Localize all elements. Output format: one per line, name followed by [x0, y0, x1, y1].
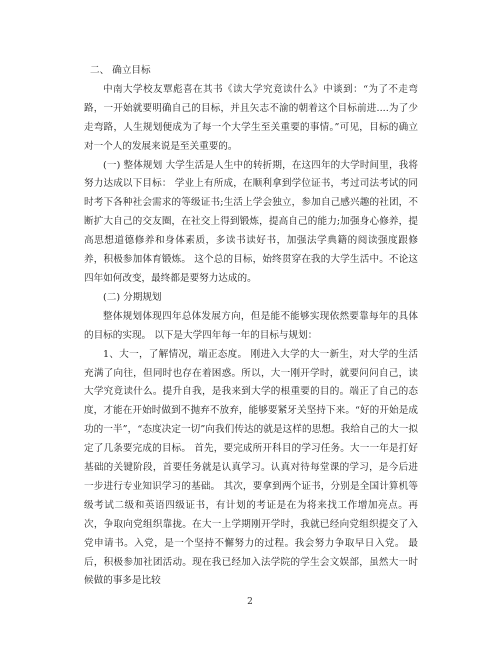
paragraph-phased-intro: 整体规划体现四年总体发展方向，但是能不能够实现依然要靠每年的具体的目标的实现。 以下是大学四年每一年的目标与规划： [84, 310, 418, 341]
document-body [84, 62, 418, 591]
paragraph-intro: 中南大学校友覃彪喜在其书《读大学究竟读什么》中谈到：“为了不走弯路，一开始就要明确自己的目标，并且矢志不渝的朝着这个目标前进....为了少走弯路，人生规划便成为了每一个大学生至关重要的事情。”可见，目标的确立对一个人的发展来说是至关重要的。 [84, 83, 418, 152]
section-heading: 二、 确立目标 [90, 65, 151, 76]
page-number: 2 [247, 597, 253, 607]
paragraph-freshman-year: 1、大一，了解情况，端正态度。 刚进入大学的大一新生，对大学的生活充满了向往，但同时也存在着困惑。所以，大一刚开学时，就要问问自己，读大学究竟读什么。提升自我，是我来到大学的根重要的目的。端正了自己的态度，才能在开始时做到不抛弃不放弃，能够要紧牙关坚持下来。“好的开始是成功的一半”，“态度决定一切”向我们传达的就是这样的思想。我给自己的大一拟定了几条要完成的目标。 首先，要完成所开科目的学习任务。大一一年是打好基础的关键阶段，首要任务就是认真学习。认真对待每堂课的学习，是今后进一步进行专业知识学习的基础。 其次，要拿到两个证书，分别是全国计算机等级考试二级和英语四级证书，有计划的考证是在为将来找工作增加亮点。再次，争取向党组织靠拢。在大一上学期刚开学时，我就已经向党组织提交了入党申请书。入党，是一个坚持不懈努力的过程。我会努力争取早日入党。 最后，积极参加社团活动。现在我已经加入法学院的学生会文娱部，虽然大一时候做的事多是比较 [84, 348, 418, 587]
paragraph-overall-plan: (一) 整体规划 大学生活是人生中的转折期，在这四年的大学时间里，我将努力达成以下目标： 学业上有所成，在顺利拿到学位证书，考过司法考试的同时考下各种社会需求的等级证书;生活上学会独立，参加自己感兴趣的社团，不断扩大自己的交友圈，在社交上得到锻炼，提高自己的能力;加强身心修养，提高思想道德修养和身体素质，多读书读好书，加强法学典籍的阅读强度跟修养，积极参加体育锻炼。 这个总的目标，始终贯穿在我的大学生活中。不论这四年如何改变，最终都是要努力达成的。 [84, 159, 418, 284]
subheading-phased-plan: (二) 分期规划 [103, 291, 162, 303]
